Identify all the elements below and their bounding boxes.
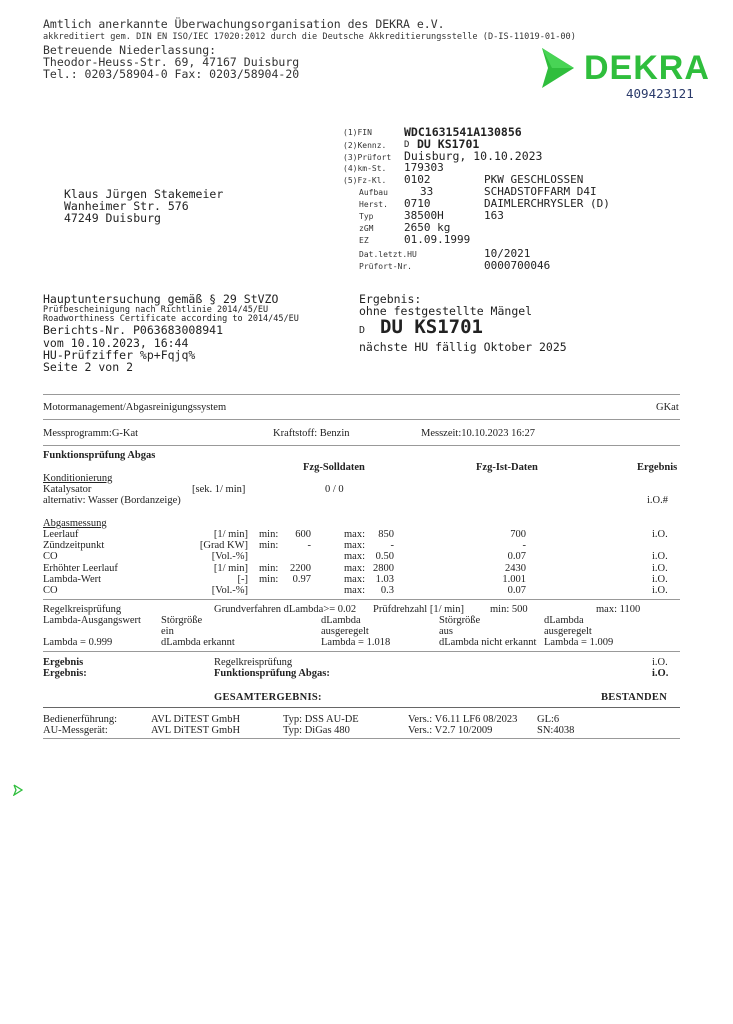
ergebnis-2-label: Ergebnis:: [43, 668, 87, 679]
report-sub2: Roadworthiness Certificate according to 2014/45/EU: [43, 314, 299, 324]
motor-label: Motormanagement/Abgasreinigungssystem: [43, 402, 227, 413]
margin-arrow-icon: [13, 783, 23, 801]
fin-label: (1)FIN: [343, 128, 372, 137]
fin-value: WDC1631541A130856: [404, 125, 522, 139]
dlambda-2: dLambda: [544, 615, 584, 626]
bedienerfuehrung-gl: GL:6: [537, 714, 560, 725]
meas-label: CO: [43, 551, 58, 563]
meas-min-v: -: [307, 540, 311, 552]
bedienerfuehrung-version: Vers.: V6.11 LF6 08/2023: [408, 714, 518, 725]
meas-ist: -: [522, 540, 526, 552]
divider: [43, 738, 680, 739]
ergebnis-1-value: i.O.: [652, 657, 668, 668]
meas-unit: [1/ min]: [213, 529, 248, 540]
stoergroesse-2: Störgröße: [439, 615, 481, 626]
meas-ist: 0.07: [507, 585, 526, 596]
org-line-1: Amtlich anerkannte Überwachungsorganisation des DEKRA e.V.: [43, 17, 445, 31]
fzkl-text: PKW GESCHLOSSEN: [484, 173, 584, 186]
fzkl-label: (5)Fz-Kl.: [343, 176, 387, 185]
address-name: Klaus Jürgen Stakemeier: [64, 187, 224, 201]
divider: [43, 651, 680, 652]
result-label: Ergebnis:: [359, 292, 422, 306]
pruefort-label: (3)Prüfort: [343, 153, 392, 162]
aufbau-label: Aufbau: [359, 188, 388, 197]
report-sub1: Prüfbescheinigung nach Richtlinie 2014/45/EU: [43, 305, 269, 315]
org-line-3: Betreuende Niederlassung:: [43, 43, 217, 57]
herst-label: Herst.: [359, 200, 388, 209]
meas-min-v: 0.97: [292, 573, 311, 585]
lambda-value-2: Lambda = 1.018: [321, 637, 391, 648]
report-title: Hauptuntersuchung gemäß § 29 StVZO: [43, 292, 279, 306]
divider: [43, 419, 680, 420]
ergebnis-1-label: Ergebnis: [43, 657, 84, 668]
next-inspection: nächste HU fällig Oktober 2025: [359, 340, 567, 354]
datletzt-value: 10/2021: [484, 247, 531, 260]
pruefdrehzahl: Prüfdrehzahl [1/ min]: [373, 604, 464, 615]
divider: [43, 394, 680, 395]
meas-max-l: max:: [344, 551, 365, 563]
meas-erg: i.O.: [652, 585, 668, 596]
konditionierung-heading: Konditionierung: [43, 473, 113, 484]
dlambda-nicht-erkannt: dLambda nicht erkannt: [439, 637, 537, 648]
bedienerfuehrung-firm: AVL DiTEST GmbH: [151, 714, 241, 725]
ez-value: 01.09.1999: [404, 233, 471, 246]
au-messgeraet-firm: AVL DiTEST GmbH: [151, 725, 241, 736]
zgm-value: 2650 kg: [404, 221, 451, 234]
meas-max-v: 0.3: [380, 585, 394, 596]
meas-max-l: max:: [344, 573, 365, 585]
divider: [43, 599, 680, 600]
aufbau-value: 33: [420, 185, 434, 198]
lambda-value: Lambda = 0.999: [43, 637, 113, 648]
meas-label: Erhöhter Leerlauf: [43, 562, 118, 574]
funktion-heading: Funktionsprüfung Abgas: [43, 450, 156, 461]
divider: [43, 445, 680, 446]
result-plate-prefix: D: [359, 325, 366, 336]
messzeit: Messzeit:10.10.2023 16:27: [421, 428, 536, 439]
stoergroesse-2-state: aus: [439, 626, 453, 637]
meas-unit: [Grad KW]: [199, 540, 248, 552]
divider: [43, 707, 680, 708]
alternativ-ergebnis: i.O.#: [647, 495, 668, 506]
dekra-logo-text: DEKRA: [584, 49, 710, 87]
au-messgeraet-label: AU-Messgerät:: [43, 725, 108, 736]
pruefort-value: Duisburg, 10.10.2023: [404, 149, 543, 163]
katalysator-label: Katalysator: [43, 484, 92, 495]
meas-min-l: min:: [259, 562, 279, 574]
report-date: vom 10.10.2023, 16:44: [43, 336, 189, 350]
meas-ist: 700: [510, 529, 526, 540]
bedienerfuehrung-label: Bedienerführung:: [43, 714, 118, 725]
meas-label: CO: [43, 585, 58, 596]
kennz-prefix: D: [404, 140, 410, 150]
typ-value: 38500H: [404, 209, 444, 222]
lambda-ausgangswert: Lambda-Ausgangswert: [43, 615, 141, 626]
au-messgeraet-version: Vers.: V2.7 10/2009: [408, 725, 493, 736]
meas-max-l: max:: [344, 585, 365, 596]
gkat-label: GKat: [656, 402, 679, 413]
meas-label: Lambda-Wert: [43, 573, 102, 585]
regelkreis-label: Regelkreisprüfung: [43, 604, 122, 615]
meas-min-l: min:: [259, 529, 279, 540]
meas-min-v: 600: [295, 529, 311, 540]
meas-min-l: min:: [259, 540, 279, 552]
kennz-label: (2)Kennz.: [343, 141, 387, 150]
meas-max-l: max:: [344, 529, 365, 540]
org-line-2: akkreditiert gem. DIN EN ISO/IEC 17020:2012 durch die Deutsche Akkreditierungsstelle (D-IS-11019-01-00): [43, 32, 576, 42]
report-number: Berichts-Nr. P063683008941: [43, 323, 224, 337]
meas-erg: i.O.: [652, 562, 668, 574]
typ-text: 163: [484, 209, 504, 222]
dekra-logo: [538, 46, 578, 95]
org-line-5: Tel.: 0203/58904-0 Fax: 0203/58904-20: [43, 67, 300, 81]
au-messgeraet-sn: SN:4038: [537, 725, 575, 736]
logo-number: 409423121: [626, 86, 694, 101]
pruefortnr-value: 0000700046: [484, 259, 551, 272]
meas-max-l: max:: [344, 540, 365, 552]
address-city: 47249 Duisburg: [64, 211, 161, 225]
col-ergebnis: Ergebnis: [637, 462, 678, 473]
meas-unit: [1/ min]: [213, 562, 248, 574]
pruefdrehzahl-min: min: 500: [490, 604, 528, 615]
alternativ-label: alternativ: Wasser (Bordanzeige): [43, 495, 181, 506]
meas-max-v: 850: [378, 529, 394, 540]
katalysator-unit: [sek. 1/ min]: [192, 484, 246, 495]
meas-erg: i.O.: [652, 551, 668, 563]
meas-unit: [-]: [237, 573, 248, 585]
meas-label: Zündzeitpunkt: [43, 540, 105, 552]
dekra-arrow-icon: [538, 46, 578, 90]
stoergroesse-1-state: ein: [161, 626, 174, 637]
meas-erg: i.O.: [652, 573, 668, 585]
gesamtergebnis-value: BESTANDEN: [601, 692, 668, 703]
meas-max-v: -: [390, 540, 394, 552]
result-plate: DU KS1701: [380, 316, 483, 338]
meas-ist: 0.07: [507, 551, 526, 563]
stoergroesse-1: Störgröße: [161, 615, 203, 626]
fzkl-value: 0102: [404, 173, 431, 186]
bedienerfuehrung-typ: Typ: DSS AU-DE: [283, 714, 359, 725]
kennz-value: DU KS1701: [417, 137, 480, 151]
kraftstoff: Kraftstoff: Benzin: [273, 428, 350, 439]
herst-text: DAIMLERCHRYSLER (D): [484, 197, 610, 210]
aufbau-text: SCHADSTOFFARM D4I: [484, 185, 597, 198]
datletzt-label: Dat.letzt.HU: [359, 250, 417, 259]
meas-max-v: 0.50: [375, 551, 394, 563]
meas-max-l: max:: [344, 562, 365, 574]
dlambda-erkannt: dLambda erkannt: [161, 637, 235, 648]
meas-max-v: 2800: [373, 562, 394, 574]
herst-value: 0710: [404, 197, 431, 210]
meas-ist: 1.001: [502, 573, 526, 585]
katalysator-soll: 0 / 0: [325, 484, 344, 495]
meas-erg: i.O.: [652, 529, 668, 540]
typ-label: Typ: [359, 212, 374, 221]
kmst-label: (4)km-St.: [343, 164, 387, 173]
address-street: Wanheimer Str. 576: [64, 199, 189, 213]
dlambda-1: dLambda: [321, 615, 361, 626]
meas-unit: [Vol.-%]: [211, 585, 248, 596]
meas-ist: 2430: [505, 562, 526, 574]
ergebnis-2-value: i.O.: [652, 668, 669, 679]
meas-max-v: 1.03: [375, 573, 394, 585]
gesamtergebnis-label: GESAMTERGEBNIS:: [214, 692, 322, 703]
ergebnis-2-text: Funktionsprüfung Abgas:: [214, 668, 330, 679]
au-messgeraet-typ: Typ: DiGas 480: [283, 725, 350, 736]
meas-min-l: min:: [259, 573, 279, 585]
messprogramm: Messprogramm:G-Kat: [43, 428, 139, 439]
abgasmessung-heading: Abgasmessung: [43, 518, 107, 529]
dlambda-2-state: ausgeregelt: [544, 626, 592, 637]
meas-unit: [Vol.-%]: [211, 551, 248, 563]
ez-label: EZ: [359, 236, 369, 245]
dlambda-1-state: ausgeregelt: [321, 626, 369, 637]
col-solldaten: Fzg-Solldaten: [303, 462, 365, 473]
lambda-value-3: Lambda = 1.009: [544, 637, 614, 648]
meas-min-v: 2200: [290, 562, 311, 574]
page-number: Seite 2 von 2: [43, 360, 134, 374]
col-istdaten: Fzg-Ist-Daten: [476, 462, 538, 473]
zgm-label: zGM: [359, 224, 374, 233]
kmst-value: 179303: [404, 161, 444, 174]
ergebnis-1-text: Regelkreisprüfung: [214, 657, 293, 668]
org-line-4: Theodor-Heuss-Str. 69, 47167 Duisburg: [43, 55, 300, 69]
grundverfahren: Grundverfahren dLambda>= 0.02: [214, 604, 357, 615]
result-text: ohne festgestellte Mängel: [359, 304, 533, 318]
report-pruefziffer: HU-Prüfziffer %p+Fqjq%: [43, 348, 196, 362]
meas-label: Leerlauf: [43, 529, 79, 540]
pruefdrehzahl-max: max: 1100: [596, 604, 641, 615]
pruefortnr-label: Prüfort-Nr.: [359, 262, 412, 271]
